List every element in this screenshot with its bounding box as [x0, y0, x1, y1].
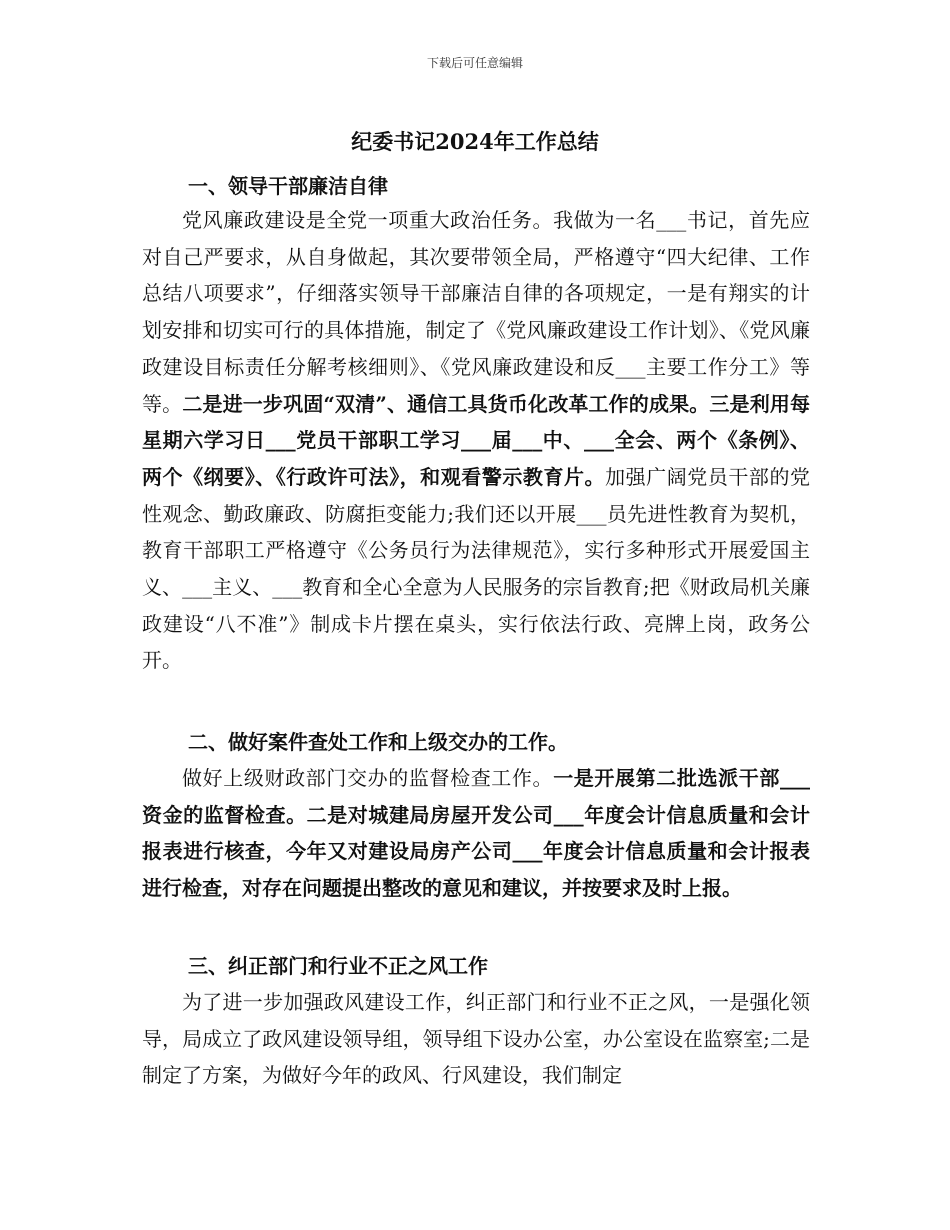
text-run: 党风廉政建设是全党一项重大政治任务。我做为一名___书记，首先应对自己严要求，从自身做起，其次要带领全局，严格遵守“四大纪律、工作总结八项要求”，仔细落实领导干部廉洁自律的各项规定，一是有翔实的计划安排和切实可行的具体措施，制定了《党风廉政建设工作计划》、《党风廉政建设目标责任分解考核细则》、《党风廉政建设和反___主要工作分工》等等。	[142, 208, 810, 416]
section-heading-2: 二、做好案件查处工作和上级交办的工作。	[188, 730, 568, 754]
text-run-bold: 一是开展第二批选派干部___资金的监督检查。二是对城建局房屋开发公司___年度会计信息质量和会计报表进行核查，今年又对建设局房产公司___年度会计信息质量和会计报表进行检查，对存在问题提出整改的意见和建议，并按要求及时上报。	[142, 766, 811, 901]
paragraph	[142, 202, 810, 679]
text-run: 加强广阔党员干部的党性观念、勤政廉政、防腐拒变能力;我们还以开展___员先进性教育为契机，教育干部职工严格遵守《公务员行为法律规范》，实行多种形式开展爱国主义、___主义、___教育和全心全意为人民服务的宗旨教育;把《财政局机关廉政建设“八不准”》制成卡片摆在桌头，实行依法行政、亮牌上岗，政务公开。	[142, 464, 811, 673]
section-body-1	[142, 202, 810, 679]
section-body-2	[142, 760, 810, 907]
paragraph	[142, 984, 810, 1094]
section-body-3	[142, 984, 810, 1094]
paragraph	[142, 760, 810, 907]
text-run: 为了进一步加强政风建设工作，纠正部门和行业不正之风，一是强化领导，局成立了政风建设领导组，领导组下设办公室，办公室设在监察室;二是制定了方案，为做好今年的政风、行风建设，我们制定	[142, 990, 810, 1088]
section-heading-3: 三、纠正部门和行业不正之风工作	[188, 954, 488, 978]
text-run-bold: 二是进一步巩固“双清”、通信工具货币化改革工作的成果。三是利用每星期六学习日___党员干部职工学习___届___中、___全会、两个《条例》、两个《纲要》、《行政许可法》，和观看警示教育片。	[142, 391, 811, 489]
document-title: 纪委书记2024年工作总结	[351, 129, 599, 154]
text-run: 做好上级财政部门交办的监督检查工作。	[182, 766, 554, 790]
header-note: 下载后可任意编辑	[426, 56, 523, 70]
section-heading-1: 一、领导干部廉洁自律	[188, 174, 388, 198]
